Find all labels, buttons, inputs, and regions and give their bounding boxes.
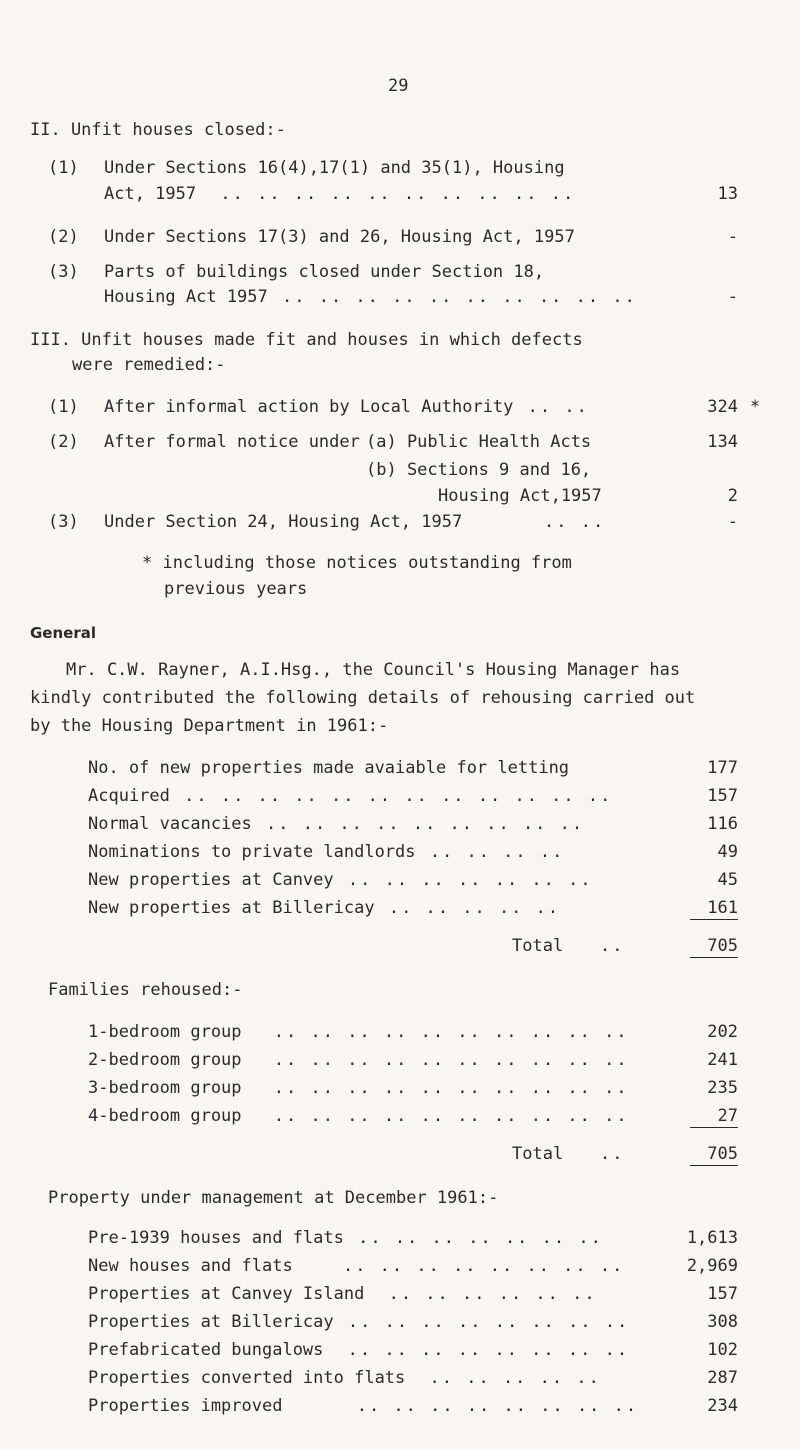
families-row-0-dots: .. .. .. .. .. .. .. .. .. .. (273, 1022, 629, 1042)
families-row-1-dots: .. .. .. .. .. .. .. .. .. .. (273, 1050, 629, 1070)
property-row-2-value: 157 (707, 1284, 738, 1304)
letting-row-3-label: Nominations to private landlords (88, 842, 416, 862)
ii-item-2-text: Under Sections 17(3) and 26, Housing Act, 1957 (104, 227, 575, 247)
ii-item-1-line2: Act, 1957 (104, 184, 197, 204)
section-iii-heading-line2: were remedied:- (72, 355, 226, 375)
families-heading: Families rehoused:- (48, 980, 243, 1000)
iii-item-2-b2: Housing Act,1957 (438, 486, 602, 506)
property-row-6-value: 234 (707, 1396, 738, 1416)
property-row-3 (88, 1312, 629, 1332)
property-row-1-label: New houses and flats (88, 1256, 293, 1276)
ii-item-3-text: Parts of buildings closed under Section 18, (104, 262, 545, 282)
property-row-4-value: 102 (707, 1340, 738, 1360)
property-row-0 (88, 1228, 603, 1248)
property-row-5 (88, 1368, 601, 1388)
families-row-3 (88, 1106, 629, 1126)
property-row-6-label: Properties improved (88, 1396, 283, 1416)
general-heading: General (30, 624, 96, 642)
letting-total-label: Total (512, 936, 564, 956)
families-total-value: 705 (690, 1144, 738, 1166)
families-row-0-value: 202 (707, 1022, 738, 1042)
iii-item-2-b1: (b) Sections 9 and 16, (366, 460, 592, 480)
ii-item-1-dots: .. .. .. .. .. .. .. .. .. .. (220, 184, 576, 204)
letting-total-value: 705 (690, 936, 738, 958)
property-row-4 (88, 1340, 629, 1360)
iii-item-3-num: (3) (48, 512, 79, 532)
ii-item-3-dots: .. .. .. .. .. .. .. .. .. .. (282, 287, 637, 307)
ii-item-3-text-cont (104, 287, 637, 307)
ii-item-3-value: - (727, 287, 738, 307)
families-row-3-value: 27 (690, 1106, 738, 1128)
iii-item-2-b-value: 2 (727, 486, 738, 506)
general-para-line1: Mr. C.W. Rayner, A.I.Hsg., the Council's Housing Manager has (66, 660, 681, 680)
letting-row-5-label: New properties at Billericay (88, 898, 375, 918)
letting-row-5-dots: .. .. .. .. .. (388, 898, 561, 918)
families-row-1 (88, 1050, 629, 1070)
families-row-0 (88, 1022, 629, 1042)
iii-item-2-text: After formal notice under (104, 432, 360, 452)
ii-item-3-num: (3) (48, 262, 79, 282)
property-row-0-dots: .. .. .. .. .. .. .. (358, 1228, 603, 1248)
page-number: 29 (388, 76, 409, 96)
letting-row-2-value: 116 (707, 814, 738, 834)
letting-row-2 (88, 814, 584, 834)
property-row-3-dots: .. .. .. .. .. .. .. .. (347, 1312, 630, 1332)
property-row-0-value: 1,613 (686, 1228, 738, 1248)
families-total-label: Total (512, 1144, 564, 1164)
letting-row-4-dots: .. .. .. .. .. .. .. (347, 870, 593, 890)
letting-row-4-value: 45 (717, 870, 738, 890)
families-row-3-label: 4-bedroom group (88, 1106, 242, 1126)
ii-item-1-num: (1) (48, 158, 79, 178)
families-row-2-dots: .. .. .. .. .. .. .. .. .. .. (273, 1078, 629, 1098)
footnote-line2: previous years (164, 579, 308, 599)
iii-item-3-dots: .. .. (544, 512, 606, 532)
letting-row-5 (88, 898, 560, 918)
ii-item-3-line2: Housing Act 1957 (104, 287, 268, 307)
section-ii-heading: II. Unfit houses closed:- (30, 120, 286, 140)
families-row-0-label: 1-bedroom group (88, 1022, 242, 1042)
section-iii-heading-line1: III. Unfit houses made fit and houses in which defects (30, 330, 583, 350)
iii-item-2-num: (2) (48, 432, 79, 452)
families-row-2-value: 235 (707, 1078, 738, 1098)
property-row-2-label: Properties at Canvey Island (88, 1284, 365, 1304)
iii-item-1-asterisk: * (750, 397, 761, 417)
iii-item-2-a: (a) Public Health Acts (366, 432, 592, 452)
general-para-line3: by the Housing Department in 1961:- (30, 716, 389, 736)
property-row-5-label: Properties converted into flats (88, 1368, 406, 1388)
families-row-1-value: 241 (707, 1050, 738, 1070)
property-row-1-value: 2,969 (686, 1256, 738, 1276)
ii-item-2-num: (2) (48, 227, 79, 247)
letting-row-1 (88, 786, 612, 806)
iii-item-1-value: 324 (707, 397, 738, 417)
general-para-line2: kindly contributed the following details of rehousing carried out (30, 688, 696, 708)
ii-item-1-value: 13 (717, 184, 738, 204)
letting-row-5-value: 161 (690, 898, 738, 920)
property-row-4-dots: .. .. .. .. .. .. .. .. (347, 1340, 630, 1360)
letting-row-3-dots: .. .. .. .. (429, 842, 565, 862)
families-row-1-label: 2-bedroom group (88, 1050, 242, 1070)
families-row-2 (88, 1078, 629, 1098)
letting-row-1-dots: .. .. .. .. .. .. .. .. .. .. .. .. (184, 786, 613, 806)
iii-item-1-text: After informal action by Local Authority (104, 397, 514, 417)
property-row-2 (88, 1284, 597, 1304)
letting-row-3-value: 49 (717, 842, 738, 862)
iii-item-3-value: - (727, 512, 738, 532)
property-row-3-value: 308 (707, 1312, 738, 1332)
letting-row-4-label: New properties at Canvey (88, 870, 334, 890)
property-row-6-dots: .. .. .. .. .. .. .. .. (356, 1396, 639, 1416)
iii-item-2-a-value: 134 (707, 432, 738, 452)
letting-row-2-label: Normal vacancies (88, 814, 252, 834)
letting-row-4 (88, 870, 593, 890)
property-row-1-dots: .. .. .. .. .. .. .. .. (342, 1256, 625, 1276)
letting-total-dots: .. (600, 936, 625, 956)
ii-item-2-value: - (727, 227, 738, 247)
property-row-2-dots: .. .. .. .. .. .. (388, 1284, 597, 1304)
property-heading: Property under management at December 1961:- (48, 1188, 499, 1208)
iii-item-1-dots: .. .. (527, 397, 589, 417)
property-row-1 (88, 1256, 624, 1276)
property-row-5-dots: .. .. .. .. .. (429, 1368, 601, 1388)
families-row-2-label: 3-bedroom group (88, 1078, 242, 1098)
families-total-dots: .. (600, 1144, 625, 1164)
letting-row-3 (88, 842, 564, 862)
property-row-6 (88, 1396, 638, 1416)
families-row-3-dots: .. .. .. .. .. .. .. .. .. .. (273, 1106, 629, 1126)
iii-item-1-num: (1) (48, 397, 79, 417)
ii-item-1-text: Under Sections 16(4),17(1) and 35(1), Housing (104, 158, 565, 178)
iii-item-3-text: Under Section 24, Housing Act, 1957 (104, 512, 463, 532)
letting-row-1-label: Acquired (88, 786, 170, 806)
letting-row-0-label: No. of new properties made avaiable for letting (88, 758, 570, 778)
letting-row-2-dots: .. .. .. .. .. .. .. .. .. (266, 814, 585, 834)
property-row-5-value: 287 (707, 1368, 738, 1388)
footnote-line1: * including those notices outstanding from (142, 553, 572, 573)
property-row-4-label: Prefabricated bungalows (88, 1340, 324, 1360)
letting-row-0-value: 177 (707, 758, 738, 778)
property-row-0-label: Pre-1939 houses and flats (88, 1228, 344, 1248)
letting-row-1-value: 157 (707, 786, 738, 806)
property-row-3-label: Properties at Billericay (88, 1312, 334, 1332)
ii-item-1-text-cont (104, 184, 575, 204)
iii-item-1-row (104, 397, 589, 417)
